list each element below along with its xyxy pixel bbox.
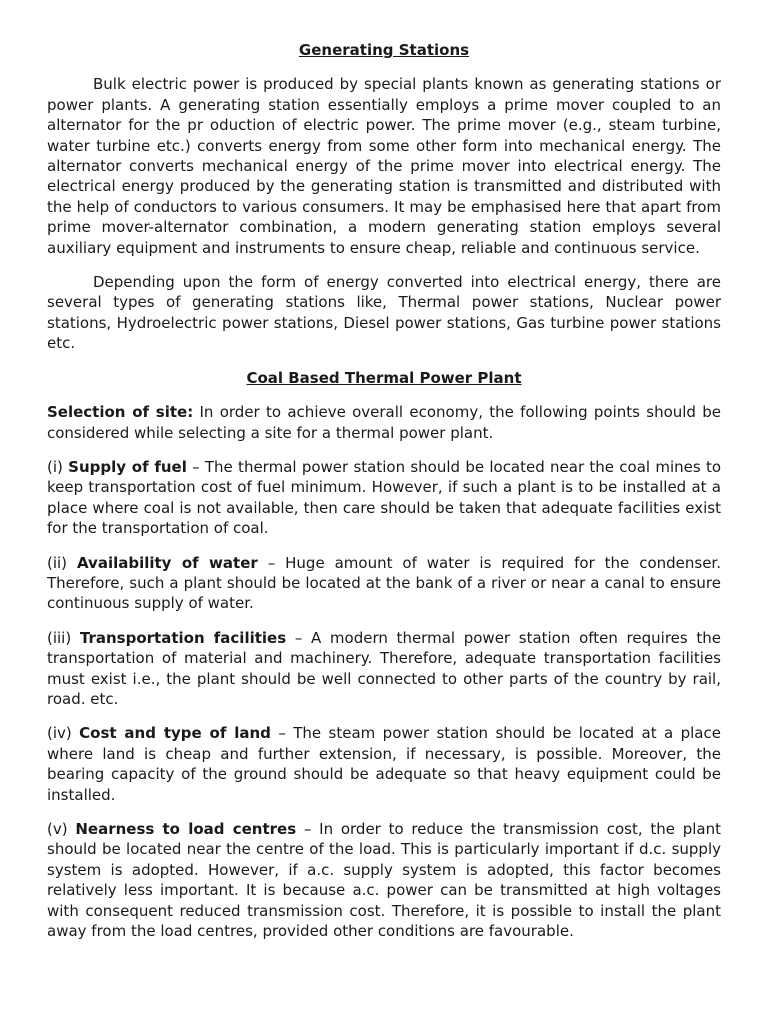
point-term: Supply of fuel (68, 457, 187, 476)
site-selection-text: In order to achieve overall economy, the following points should be considered while selecting a site for a thermal power plant. (47, 403, 721, 442)
section-title: Coal Based Thermal Power Plant (246, 368, 522, 387)
point-nearness-to-load-centres (47, 819, 721, 941)
point-prefix: (i) (47, 457, 69, 476)
point-term: Transportation facilities (79, 628, 287, 647)
point-prefix: (iv) (47, 724, 80, 743)
point-text: – A modern thermal power station often requires the transportation of material and machinery. Therefore, adequate transportation facilities must exist i.e., the plant should be well connected to other parts of the country by rail, road. etc. (47, 628, 721, 708)
point-availability-of-water (47, 553, 721, 614)
point-term: Availability of water (76, 553, 258, 572)
site-selection-label: Selection of site: (47, 403, 194, 422)
point-prefix: (iii) (47, 628, 80, 647)
point-term: Cost and type of land (79, 724, 271, 743)
point-text: – The steam power station should be located at a place where land is cheap and further extension, if necessary, is possible. Moreover, the bearing capacity of the ground should be adequate so that heavy equipment could be installed. (47, 724, 721, 804)
intro-paragraph-1: Bulk electric power is produced by special plants known as generating stations or power plants. A generating station essentially employs a prime mover coupled to an alternator for the pr oduction of electric power. The prime mover (e.g., steam turbine, water turbine etc.) converts energy from some other form into mechanical energy. The alternator converts mechanical energy of the prime mover into electrical energy. The electrical energy produced by the generating station is transmitted and distributed with the help of conductors to various consumers. It may be emphasised here that apart from prime mover-alternator combination, a modern generating station employs several auxiliary equipment and instruments to ensure cheap, reliable and continuous service. (47, 75, 721, 257)
intro-paragraph-2: Depending upon the form of energy converted into electrical energy, there are several types of generating stations like, Thermal power stations, Nuclear power stations, Hydroelectric power stations, Diesel power stations, Gas turbine power stations etc. (47, 273, 721, 353)
point-prefix: (v) (47, 820, 76, 838)
point-transportation-facilities (47, 628, 721, 710)
point-text: – In order to reduce the transmission cost, the plant should be located near the centre of the load. This is particularly important if d.c. supply system is adopted. However, if a.c. supply system is adopted, this factor becomes relatively less important. It is because a.c. power can be transmitted at high voltages with consequent reduced transmission cost. Therefore, it is possible to install the plant away from the load centres, provided other conditions are favourable. (47, 820, 721, 941)
page-title: Generating Stations (298, 41, 470, 59)
point-cost-and-type-of-land (47, 723, 721, 805)
site-selection-paragraph (47, 402, 721, 443)
point-term: Nearness to load centres (75, 820, 297, 838)
point-supply-of-fuel (47, 457, 721, 539)
point-text: – Huge amount of water is required for the condenser. Therefore, such a plant should be located at the bank of a river or near a canal to ensure continuous supply of water. (47, 553, 721, 613)
point-prefix: (ii) (47, 553, 77, 572)
point-text: – The thermal power station should be located near the coal mines to keep transportation cost of fuel minimum. However, if such a plant is to be installed at a place where coal is not available, then care should be taken that adequate facilities exist for the transportation of coal. (47, 457, 722, 538)
